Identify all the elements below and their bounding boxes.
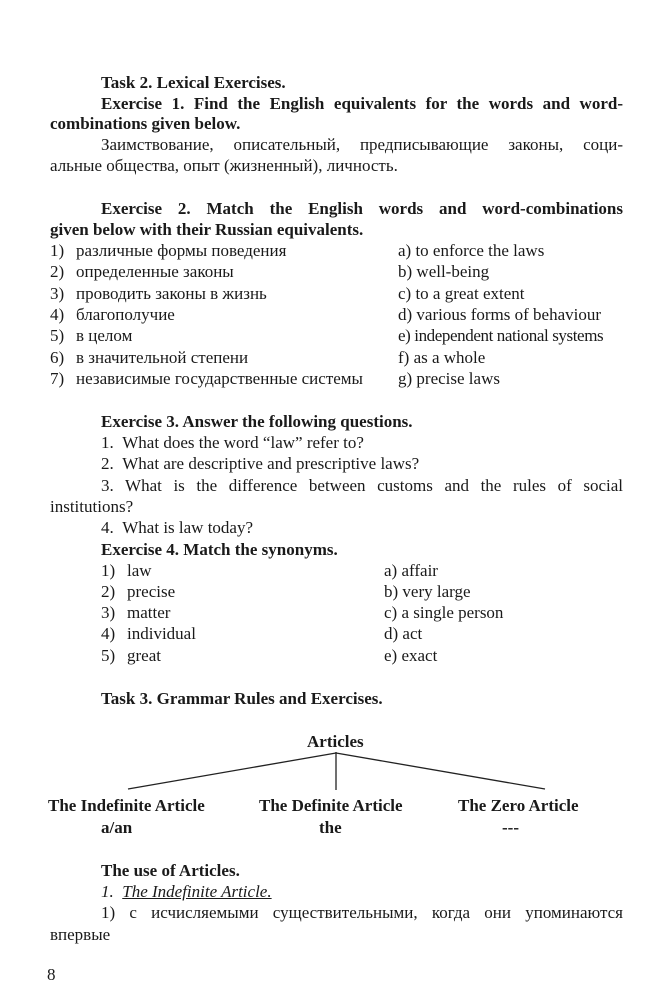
ex2-right-item: a) to enforce the laws	[398, 241, 545, 260]
ex4-left-num: 1)	[101, 561, 116, 580]
exercise2-title-line2: given below with their Russian equivalents.	[50, 220, 364, 239]
ex2-right-item: c) to a great extent	[398, 284, 525, 303]
exercise3-question-3-line1: 3. What is the difference between customs and the rules of social	[101, 476, 623, 495]
indefinite-article-subheading	[101, 881, 272, 902]
task3-title: Task 3. Grammar Rules and Exercises.	[101, 689, 383, 708]
diagram-definite-name: The Definite Article	[259, 796, 403, 815]
ex2-left-text: независимые государственные системы	[76, 369, 363, 388]
ex2-left-text: проводить законы в жизнь	[76, 284, 267, 303]
exercise4-title: Exercise 4. Match the synonyms.	[101, 540, 338, 559]
page-number: 8	[47, 965, 56, 984]
exercise1-title-line2: combinations given below.	[50, 114, 241, 133]
ex2-left-num: 7)	[50, 369, 65, 388]
exercise3-question-3-line2: institutions?	[50, 497, 134, 516]
exercise3-question-1: 1. What does the word “law” refer to?	[101, 433, 364, 452]
diagram-branch-left	[128, 753, 336, 789]
exercise1-title-line1: Exercise 1. Find the English equivalents for the words and word-	[101, 94, 623, 113]
ex4-left-text: individual	[127, 624, 196, 643]
ex4-left-text: precise	[127, 582, 176, 601]
ex4-left-num: 3)	[101, 603, 116, 622]
ex2-left-num: 4)	[50, 305, 65, 324]
ex2-left-text: в целом	[76, 326, 133, 345]
ex2-left-text: определенные законы	[76, 262, 234, 281]
diagram-zero-name: The Zero Article	[458, 796, 579, 815]
task2-title: Task 2. Lexical Exercises.	[101, 73, 286, 92]
diagram-zero-form: ---	[502, 818, 519, 837]
diagram-indefinite-form: a/an	[101, 818, 133, 837]
ex2-left-num: 6)	[50, 348, 65, 367]
ex2-right-item: f) as a whole	[398, 348, 486, 367]
ex4-right-item: a) affair	[384, 561, 438, 580]
ex2-right-item: b) well-being	[398, 262, 490, 281]
ex4-left-text: great	[127, 646, 161, 665]
exercise1-text-line2: альные общества, опыт (жизненный), личность.	[50, 156, 398, 175]
ex2-right-item: g) precise laws	[398, 369, 500, 388]
exercise3-question-4: 4. What is law today?	[101, 518, 254, 537]
ex4-left-text: law	[127, 561, 152, 580]
ex2-left-num: 2)	[50, 262, 65, 281]
rule1-line2: впервые	[50, 925, 111, 944]
ex4-left-num: 5)	[101, 646, 116, 665]
exercise3-question-2: 2. What are descriptive and prescriptive laws?	[101, 454, 420, 473]
ex2-left-text: в значительной степени	[76, 348, 249, 367]
ex2-left-text: благополучие	[76, 305, 175, 324]
ex2-right-item: d) various forms of behaviour	[398, 305, 602, 324]
ex2-left-num: 1)	[50, 241, 65, 260]
ex4-right-item: e) exact	[384, 646, 438, 665]
diagram-root-label: Articles	[307, 732, 364, 751]
rule1-line1: 1) с исчисляемыми существительными, когда они упоминаются	[101, 903, 623, 922]
ex2-left-num: 5)	[50, 326, 65, 345]
ex4-left-num: 2)	[101, 582, 116, 601]
exercise1-text-line1: Заимствование, описательный, предписывающие законы, соци-	[101, 135, 623, 154]
ex4-left-text: matter	[127, 603, 171, 622]
diagram-indefinite-name: The Indefinite Article	[48, 796, 205, 815]
ex2-right-item: e) independent national systems	[398, 326, 604, 345]
ex2-left-num: 3)	[50, 284, 65, 303]
ex4-left-num: 4)	[101, 624, 116, 643]
exercise2-title-line1: Exercise 2. Match the English words and word-combinations	[101, 199, 623, 218]
ex4-right-item: d) act	[384, 624, 423, 643]
use-of-articles-title: The use of Articles.	[101, 861, 240, 880]
subheading-title: The Indefinite Article.	[122, 882, 272, 901]
ex4-right-item: c) a single person	[384, 603, 504, 622]
exercise3-title: Exercise 3. Answer the following questions.	[101, 412, 413, 431]
diagram-branch-right	[336, 753, 545, 789]
diagram-definite-form: the	[319, 818, 342, 837]
subheading-number: 1.	[101, 882, 114, 901]
ex2-left-text: различные формы поведения	[76, 241, 287, 260]
ex4-right-item: b) very large	[384, 582, 471, 601]
